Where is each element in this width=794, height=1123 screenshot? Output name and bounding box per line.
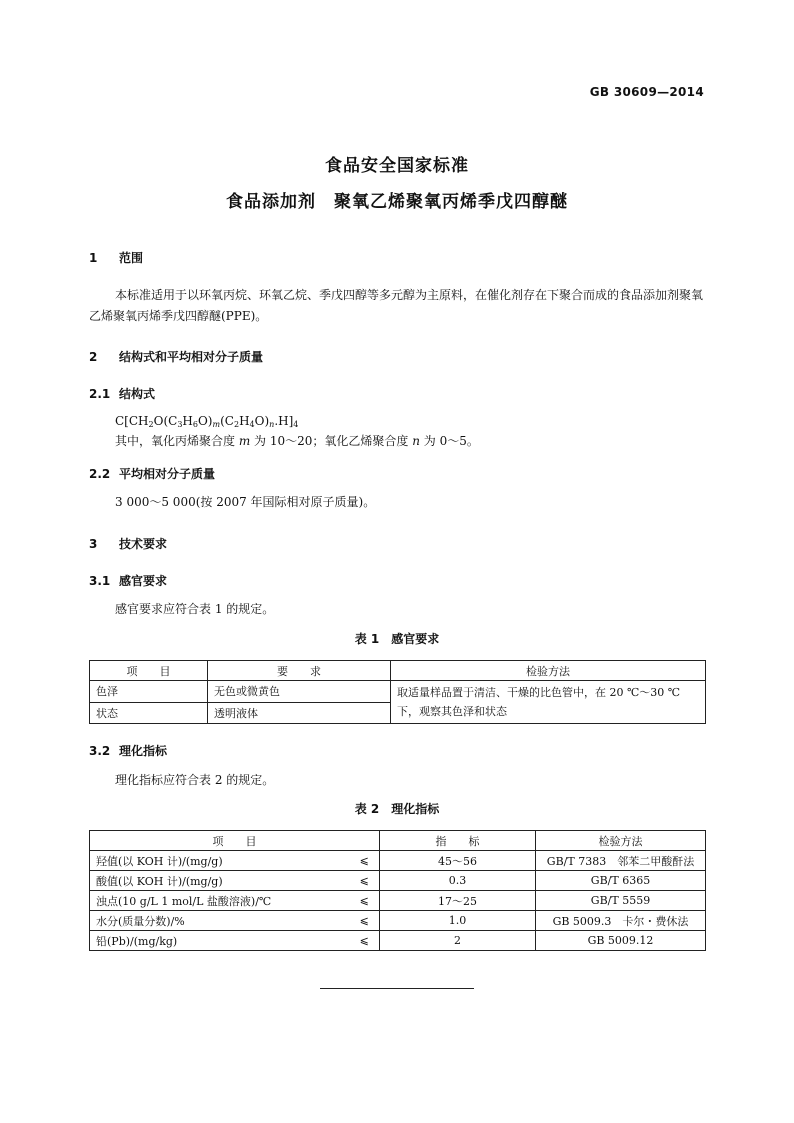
column-header: 指 标 <box>380 831 536 851</box>
column-header: 项 目 <box>90 831 380 851</box>
item-cell: 色泽 <box>90 681 208 703</box>
section-number: 3.2 <box>89 744 111 758</box>
section-number: 3 <box>89 537 98 551</box>
table-1-sensory <box>89 660 706 724</box>
section-title: 结构式 <box>119 387 156 401</box>
value-cell: 0.3 <box>380 871 536 891</box>
structural-formula: $C[CH_2O(C_3H_6O)_m(C_2H_4O)_n.H]_4$ <box>115 414 299 429</box>
table-2-caption: 表 2 理化指标 <box>354 802 440 816</box>
section-title: 技术要求 <box>119 537 168 551</box>
section-title: 理化指标 <box>119 744 168 758</box>
item-cell: 浊点(10 g/L 1 mol/L 盐酸溶液)/℃ <box>90 891 350 911</box>
operator-cell: ⩽ <box>350 911 380 931</box>
operator-cell: ⩽ <box>350 871 380 891</box>
section-3-heading <box>89 535 167 552</box>
method-cell: GB/T 7383 邻苯二甲酸酐法 <box>536 851 706 871</box>
value-cell: 17～25 <box>380 891 536 911</box>
sensory-intro: 感官要求应符合表 1 的规定。 <box>115 602 275 616</box>
item-cell: 羟值(以 KOH 计)/(mg/g) <box>90 851 350 871</box>
operator-cell: ⩽ <box>350 891 380 911</box>
item-cell: 状态 <box>90 702 208 724</box>
table-row <box>90 891 706 911</box>
section-number: 2.2 <box>89 467 111 481</box>
section-title: 感官要求 <box>119 574 168 588</box>
operator-cell: ⩽ <box>350 851 380 871</box>
section-title: 结构式和平均相对分子质量 <box>119 350 264 364</box>
method-cell: GB/T 5559 <box>536 891 706 911</box>
section-number: 1 <box>89 251 98 265</box>
method-cell: GB 5009.3 卡尔・费休法 <box>536 911 706 931</box>
section-number: 2 <box>89 350 98 364</box>
scope-paragraph: 本标准适用于以环氧丙烷、环氧乙烷、季戊四醇等多元醇为主原料，在催化剂存在下聚合而成的食品添加剂聚氧乙烯聚氧丙烯季戊四醇醚(PPE)。 <box>89 288 704 323</box>
table-row <box>90 871 706 891</box>
value-cell: 1.0 <box>380 911 536 931</box>
method-cell: GB 5009.12 <box>536 931 706 951</box>
section-2-heading <box>89 348 263 365</box>
requirement-cell: 透明液体 <box>208 702 391 724</box>
section-number: 3.1 <box>89 574 111 588</box>
formula-note: 其中，氧化丙烯聚合度 m 为 10～20；氧化乙烯聚合度 n 为 0～5。 <box>115 434 479 448</box>
document-subtitle: 食品添加剂 聚氧乙烯聚氧丙烯季戊四醇醚 <box>226 192 568 212</box>
section-title: 范围 <box>119 251 144 265</box>
table-header-row <box>90 831 706 851</box>
table-row <box>90 681 706 703</box>
standard-number: GB 30609—2014 <box>589 85 704 99</box>
value-cell: 45～56 <box>380 851 536 871</box>
method-cell: GB/T 6365 <box>536 871 706 891</box>
document-title: 食品安全国家标准 <box>325 156 469 176</box>
column-header: 检验方法 <box>536 831 706 851</box>
table-row <box>90 911 706 931</box>
column-header: 项 目 <box>90 661 208 681</box>
item-cell: 酸值(以 KOH 计)/(mg/g) <box>90 871 350 891</box>
physchem-intro: 理化指标应符合表 2 的规定。 <box>115 773 275 787</box>
section-3-2-heading <box>89 742 167 759</box>
table-header-row <box>90 661 706 681</box>
value-cell: 2 <box>380 931 536 951</box>
table-row <box>90 931 706 951</box>
section-title: 平均相对分子质量 <box>119 467 216 481</box>
table-1-caption: 表 1 感官要求 <box>354 632 440 646</box>
requirement-cell: 无色或微黄色 <box>208 681 391 703</box>
molecular-mass-text: 3 000～5 000(按 2007 年国际相对原子质量)。 <box>115 495 376 509</box>
operator-cell: ⩽ <box>350 931 380 951</box>
item-cell: 水分(质量分数)/% <box>90 911 350 931</box>
section-1-heading <box>89 249 143 266</box>
column-header: 要 求 <box>208 661 391 681</box>
section-2-1-heading <box>89 385 155 402</box>
item-cell: 铅(Pb)/(mg/kg) <box>90 931 350 951</box>
column-header: 检验方法 <box>391 661 706 681</box>
method-cell: 取适量样品置于清洁、干燥的比色管中，在 20 ℃～30 ℃下，观察其色泽和状态 <box>391 681 706 724</box>
table-row <box>90 851 706 871</box>
section-3-1-heading <box>89 572 167 589</box>
section-2-2-heading <box>89 465 215 482</box>
section-number: 2.1 <box>89 387 111 401</box>
end-rule <box>320 988 474 989</box>
table-2-grid <box>89 830 706 951</box>
